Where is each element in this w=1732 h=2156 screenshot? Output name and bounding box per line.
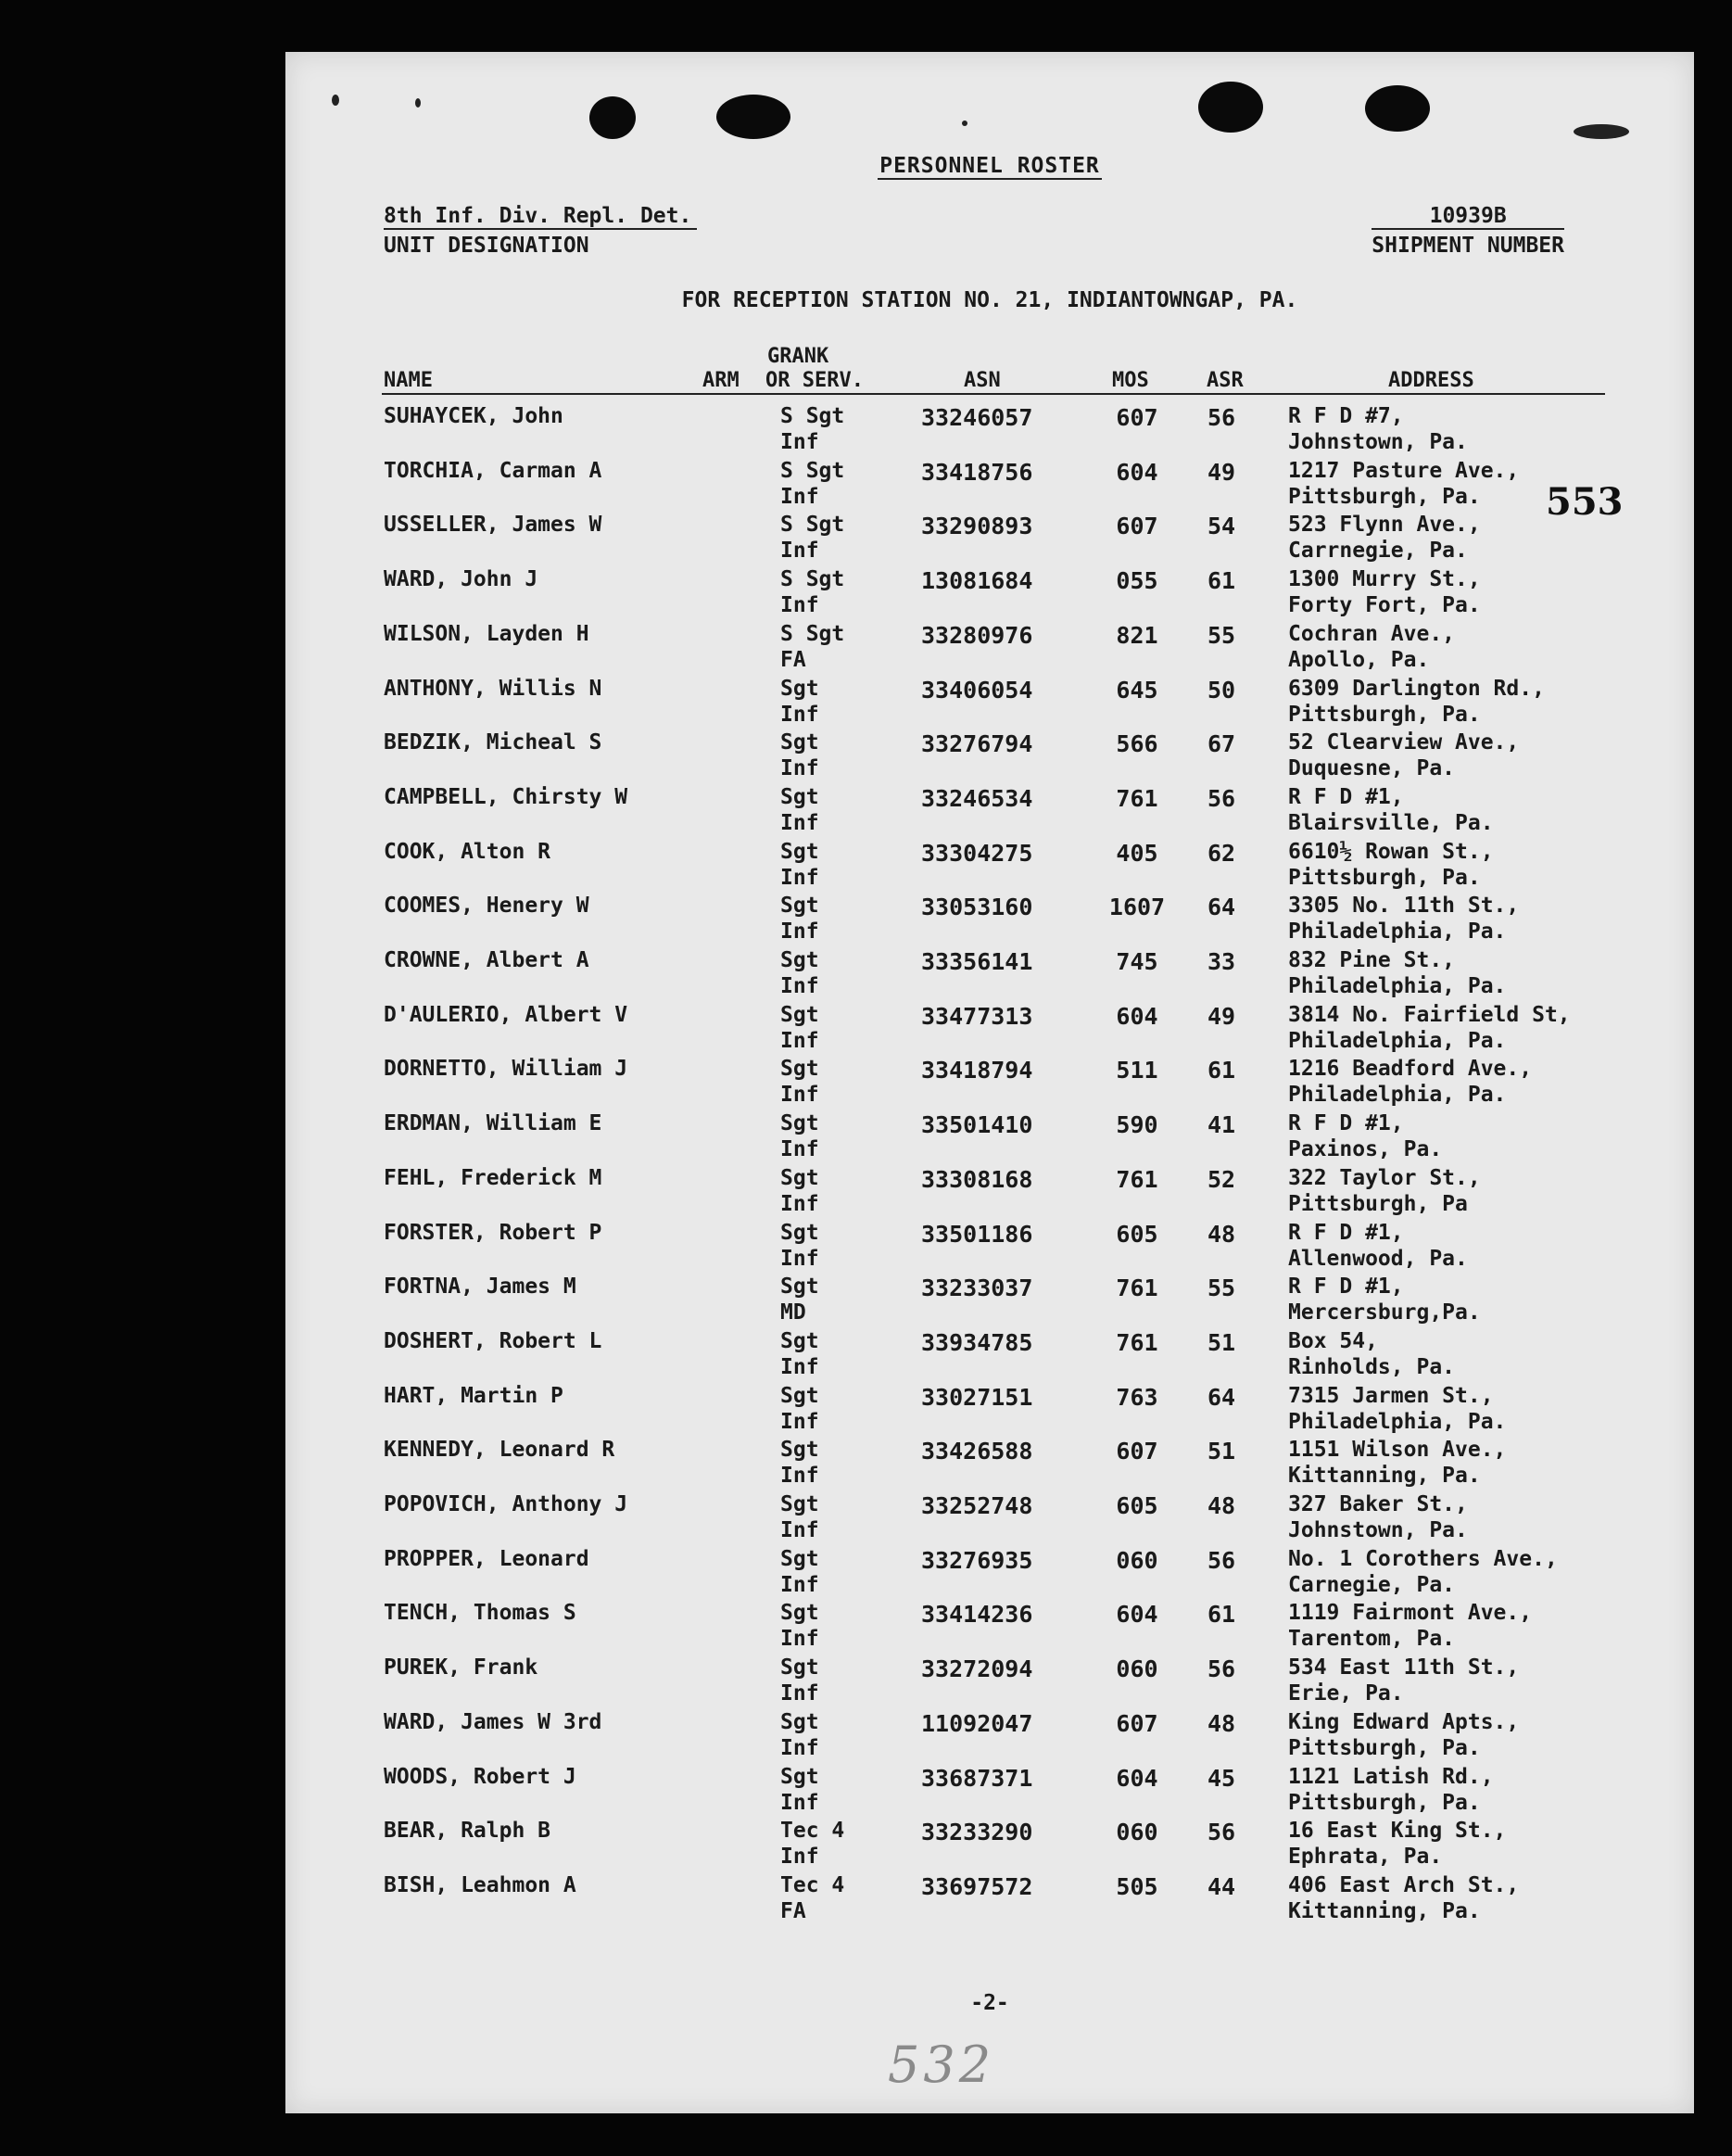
roster-name: POPOVICH, Anthony J: [384, 1492, 628, 1516]
roster-service: Inf: [780, 1191, 819, 1216]
roster-mos: 604: [1116, 1764, 1158, 1792]
reception-line: FOR RECEPTION STATION NO. 21, INDIANTOWNGAP, PA.: [681, 288, 1298, 312]
roster-name: WOODS, Robert J: [384, 1764, 576, 1789]
roster-asr: 48: [1207, 1492, 1236, 1519]
roster-asr: 56: [1207, 404, 1236, 431]
table-row: [285, 677, 1694, 731]
roster-name: CAMPBELL, Chirsty W: [384, 784, 628, 809]
unit-designation-label: UNIT DESIGNATION: [384, 234, 589, 258]
roster-asn: 33501186: [921, 1220, 1033, 1248]
roster-service: Inf: [780, 756, 819, 781]
roster-name: HART, Martin P: [384, 1383, 563, 1408]
roster-address-city: Philadelphia, Pa.: [1288, 1028, 1507, 1053]
roster-rank: Sgt: [780, 1383, 819, 1408]
roster-asr: 48: [1207, 1709, 1236, 1737]
roster-service: Inf: [780, 1790, 819, 1815]
roster-address-street: 406 East Arch St.,: [1288, 1872, 1520, 1897]
roster-mos: 821: [1116, 621, 1158, 649]
table-row: [285, 1655, 1694, 1710]
roster-asr: 54: [1207, 513, 1236, 540]
roster-address-street: 322 Taylor St.,: [1288, 1165, 1481, 1190]
speck: [1574, 124, 1629, 139]
roster-address-city: Mercersburg,Pa.: [1288, 1300, 1481, 1325]
roster-name: DOSHERT, Robert L: [384, 1328, 602, 1353]
roster-asr: 56: [1207, 1546, 1236, 1574]
roster-rank: Sgt: [780, 1057, 819, 1082]
speck: [962, 120, 967, 126]
roster-address-city: Philadelphia, Pa.: [1288, 1083, 1507, 1108]
roster-asn: 13081684: [921, 567, 1033, 595]
roster-address-city: Philadelphia, Pa.: [1288, 974, 1507, 998]
roster-name: SUHAYCEK, John: [384, 404, 563, 428]
roster-mos: 405: [1116, 839, 1158, 867]
table-row: [285, 567, 1694, 622]
roster-address-city: Pittsburgh, Pa.: [1288, 702, 1481, 727]
roster-address-street: King Edward Apts.,: [1288, 1709, 1520, 1734]
table-row: [285, 1547, 1694, 1602]
roster-rank: Tec 4: [780, 1872, 845, 1897]
roster-name: COOMES, Henery W: [384, 894, 589, 919]
roster-asn: 33272094: [921, 1655, 1033, 1683]
shipment-number-value: 10939B: [1372, 204, 1564, 230]
roster-service: MD: [780, 1300, 806, 1325]
roster-name: ANTHONY, Willis N: [384, 676, 602, 701]
roster-mos: 607: [1116, 1709, 1158, 1737]
table-row: [285, 1003, 1694, 1058]
roster-service: Inf: [780, 1572, 819, 1597]
roster-service: Inf: [780, 1246, 819, 1271]
roster-rank: Sgt: [780, 1764, 819, 1789]
roster-address-city: Pittsburgh, Pa: [1288, 1191, 1468, 1216]
roster-rank: Sgt: [780, 1709, 819, 1734]
roster-asn: 33233290: [921, 1819, 1033, 1846]
roster-mos: 604: [1116, 1002, 1158, 1030]
roster-address-street: 7315 Jarmen St.,: [1288, 1383, 1494, 1408]
roster-name: COOK, Alton R: [384, 839, 551, 864]
roster-asn: 33934785: [921, 1328, 1033, 1356]
roster-address-city: Pittsburgh, Pa.: [1288, 865, 1481, 890]
roster-asn: 33406054: [921, 676, 1033, 704]
roster-address-city: Carnegie, Pa.: [1288, 1572, 1456, 1597]
roster-name: BISH, Leahmon A: [384, 1872, 576, 1897]
roster-name: PROPPER, Leonard: [384, 1546, 589, 1571]
roster-mos: 605: [1116, 1220, 1158, 1248]
roster-asn: 33276935: [921, 1546, 1033, 1574]
roster-name: TENCH, Thomas S: [384, 1601, 576, 1626]
roster-service: Inf: [780, 1845, 819, 1870]
roster-rank: S Sgt: [780, 458, 845, 483]
roster-service: Inf: [780, 919, 819, 945]
table-row: [285, 1329, 1694, 1384]
roster-address-street: 3305 No. 11th St.,: [1288, 894, 1520, 919]
roster-address-city: Allenwood, Pa.: [1288, 1246, 1468, 1271]
roster-name: USSELLER, James W: [384, 513, 602, 538]
roster-asn: 33477313: [921, 1002, 1033, 1030]
handwritten-number: 532: [888, 2036, 995, 2094]
roster-mos: 566: [1116, 730, 1158, 758]
table-row: [285, 1492, 1694, 1547]
roster-address-street: 6309 Darlington Rd.,: [1288, 676, 1545, 701]
roster-address-city: Kittanning, Pa.: [1288, 1464, 1481, 1489]
roster-address-street: Box 54,: [1288, 1328, 1378, 1353]
roster-service: Inf: [780, 1735, 819, 1760]
table-row: [285, 1111, 1694, 1166]
roster-asn: 33252748: [921, 1492, 1033, 1519]
roster-rank: Sgt: [780, 1492, 819, 1516]
table-row: [285, 1601, 1694, 1655]
header-name: NAME: [384, 369, 433, 392]
table-row: [285, 1438, 1694, 1492]
roster-address-city: Pittsburgh, Pa.: [1288, 1790, 1481, 1815]
roster-address-city: Erie, Pa.: [1288, 1681, 1404, 1706]
roster-address-street: R F D #7,: [1288, 404, 1404, 428]
roster-asr: 45: [1207, 1764, 1236, 1792]
roster-service: Inf: [780, 1137, 819, 1162]
roster-rank: Sgt: [780, 1165, 819, 1190]
header-grank: GRANK: [767, 345, 829, 368]
roster-asr: 41: [1207, 1111, 1236, 1139]
roster-name: WILSON, Layden H: [384, 621, 589, 646]
roster-name: BEAR, Ralph B: [384, 1819, 551, 1844]
speck: [332, 95, 339, 106]
roster-address-street: R F D #1,: [1288, 1111, 1404, 1136]
roster-mos: 060: [1116, 1546, 1158, 1574]
roster-service: Inf: [780, 1354, 819, 1379]
roster-name: ERDMAN, William E: [384, 1111, 602, 1136]
roster-address-city: Carrnegie, Pa.: [1288, 539, 1468, 564]
header-rule: [382, 393, 1605, 395]
table-row: [285, 1819, 1694, 1873]
roster-mos: 511: [1116, 1057, 1158, 1084]
roster-rank: Sgt: [780, 1002, 819, 1027]
roster-address-street: 1217 Pasture Ave.,: [1288, 458, 1520, 483]
roster-asn: 33418756: [921, 458, 1033, 486]
roster-address-street: 1119 Fairmont Ave.,: [1288, 1601, 1533, 1626]
punch-hole: [589, 96, 636, 139]
roster-service: FA: [780, 1898, 806, 1923]
roster-address-city: Johnstown, Pa.: [1288, 1518, 1468, 1542]
roster-asn: 11092047: [921, 1709, 1033, 1737]
roster-asn: 33246534: [921, 784, 1033, 812]
roster-mos: 763: [1116, 1383, 1158, 1411]
roster-asr: 55: [1207, 1275, 1236, 1302]
table-row: [285, 1710, 1694, 1765]
roster-asr: 56: [1207, 1819, 1236, 1846]
roster-mos: 607: [1116, 513, 1158, 540]
stamp-number: 553: [1546, 480, 1624, 524]
punch-hole: [1198, 82, 1263, 133]
table-row: [285, 840, 1694, 894]
roster-address-street: 3814 No. Fairfield St,: [1288, 1002, 1571, 1027]
roster-rank: S Sgt: [780, 567, 845, 592]
roster-name: PUREK, Frank: [384, 1655, 538, 1680]
roster-page: [285, 52, 1694, 2113]
roster-asr: 64: [1207, 1383, 1236, 1411]
roster-address-street: 523 Flynn Ave.,: [1288, 513, 1481, 538]
roster-mos: 761: [1116, 1275, 1158, 1302]
roster-mos: 060: [1116, 1655, 1158, 1683]
roster-service: Inf: [780, 1627, 819, 1652]
roster-mos: 055: [1116, 567, 1158, 595]
roster-name: FORTNA, James M: [384, 1275, 576, 1300]
roster-service: Inf: [780, 1028, 819, 1053]
roster-mos: 761: [1116, 1328, 1158, 1356]
roster-asr: 33: [1207, 948, 1236, 975]
roster-asr: 56: [1207, 784, 1236, 812]
roster-asr: 51: [1207, 1438, 1236, 1465]
roster-asr: 50: [1207, 676, 1236, 704]
roster-address-street: 6610½ Rowan St.,: [1288, 839, 1494, 864]
table-row: [285, 785, 1694, 840]
roster-address-city: Kittanning, Pa.: [1288, 1898, 1481, 1923]
shipment-number-label: SHIPMENT NUMBER: [1372, 234, 1564, 258]
table-row: [285, 1873, 1694, 1928]
roster-address-street: 52 Clearview Ave.,: [1288, 730, 1520, 755]
roster-address-city: Tarentom, Pa.: [1288, 1627, 1456, 1652]
roster-asr: 48: [1207, 1220, 1236, 1248]
roster-address-city: Johnstown, Pa.: [1288, 430, 1468, 454]
roster-asr: 61: [1207, 1601, 1236, 1629]
roster-service: Inf: [780, 974, 819, 998]
roster-address-street: R F D #1,: [1288, 784, 1404, 809]
roster-address-street: 16 East King St.,: [1288, 1819, 1507, 1844]
roster-rank: S Sgt: [780, 513, 845, 538]
table-row: [285, 730, 1694, 785]
roster-asn: 33308168: [921, 1165, 1033, 1193]
roster-mos: 604: [1116, 1601, 1158, 1629]
roster-asr: 62: [1207, 839, 1236, 867]
roster-rank: Sgt: [780, 948, 819, 972]
roster-service: Inf: [780, 1518, 819, 1542]
roster-asr: 49: [1207, 1002, 1236, 1030]
roster-service: Inf: [780, 593, 819, 618]
roster-address-street: 1121 Latish Rd.,: [1288, 1764, 1494, 1789]
roster-name: D'AULERIO, Albert V: [384, 1002, 628, 1027]
roster-address-city: Blairsville, Pa.: [1288, 810, 1494, 835]
roster-address-street: No. 1 Corothers Ave.,: [1288, 1546, 1558, 1571]
table-row: [285, 404, 1694, 459]
table-row: [285, 1221, 1694, 1275]
roster-name: WARD, James W 3rd: [384, 1709, 602, 1734]
roster-address-city: Duquesne, Pa.: [1288, 756, 1456, 781]
roster-address-city: Philadelphia, Pa.: [1288, 1409, 1507, 1434]
roster-mos: 060: [1116, 1819, 1158, 1846]
table-row: [285, 459, 1694, 514]
roster-rank: S Sgt: [780, 621, 845, 646]
roster-asn: 33418794: [921, 1057, 1033, 1084]
roster-name: CROWNE, Albert A: [384, 948, 589, 972]
table-row: [285, 894, 1694, 948]
roster-name: WARD, John J: [384, 567, 538, 592]
header-asn: ASN: [964, 369, 1001, 392]
roster-name: TORCHIA, Carman A: [384, 458, 602, 483]
roster-service: Inf: [780, 1083, 819, 1108]
roster-asr: 52: [1207, 1165, 1236, 1193]
header-mos: MOS: [1112, 369, 1149, 392]
unit-designation: [384, 204, 697, 258]
roster-asn: 33280976: [921, 621, 1033, 649]
page-title: PERSONNEL ROSTER: [879, 154, 1100, 178]
roster-address-city: Pittsburgh, Pa.: [1288, 484, 1481, 509]
roster-name: FORSTER, Robert P: [384, 1220, 602, 1245]
table-row: [285, 1166, 1694, 1221]
roster-mos: 505: [1116, 1872, 1158, 1900]
table-row: [285, 513, 1694, 567]
roster-asr: 56: [1207, 1655, 1236, 1683]
roster-asn: 33697572: [921, 1872, 1033, 1900]
roster-name: BEDZIK, Micheal S: [384, 730, 602, 755]
roster-rank: Sgt: [780, 1438, 819, 1463]
roster-rank: Sgt: [780, 1275, 819, 1300]
roster-asr: 51: [1207, 1328, 1236, 1356]
roster-asn: 33053160: [921, 894, 1033, 921]
roster-address-street: 1216 Beadford Ave.,: [1288, 1057, 1533, 1082]
roster-rank: Sgt: [780, 1655, 819, 1680]
roster-address-street: 832 Pine St.,: [1288, 948, 1456, 972]
roster-rank: S Sgt: [780, 404, 845, 428]
page-number: -2-: [970, 1991, 1009, 2015]
header-or-serv: OR SERV.: [765, 369, 864, 392]
roster-address-street: R F D #1,: [1288, 1220, 1404, 1245]
roster-asr: 64: [1207, 894, 1236, 921]
roster-rank: Sgt: [780, 894, 819, 919]
shipment-number: [1372, 204, 1564, 258]
roster-service: Inf: [780, 484, 819, 509]
roster-asr: 49: [1207, 458, 1236, 486]
roster-service: Inf: [780, 1681, 819, 1706]
roster-address-street: 1151 Wilson Ave.,: [1288, 1438, 1507, 1463]
roster-rank: Sgt: [780, 676, 819, 701]
roster-asn: 33356141: [921, 948, 1033, 975]
roster-asn: 33426588: [921, 1438, 1033, 1465]
roster-rank: Sgt: [780, 784, 819, 809]
header-asr: ASR: [1207, 369, 1244, 392]
roster-rank: Tec 4: [780, 1819, 845, 1844]
roster-address-street: R F D #1,: [1288, 1275, 1404, 1300]
roster-asn: 33414236: [921, 1601, 1033, 1629]
table-row: [285, 1384, 1694, 1439]
roster-address-city: Philadelphia, Pa.: [1288, 919, 1507, 945]
roster-rank: Sgt: [780, 1111, 819, 1136]
table-row: [285, 948, 1694, 1003]
roster-mos: 604: [1116, 458, 1158, 486]
roster-service: Inf: [780, 865, 819, 890]
roster-asr: 44: [1207, 1872, 1236, 1900]
roster-address-street: 1300 Murry St.,: [1288, 567, 1481, 592]
header-arm: ARM: [702, 369, 740, 392]
punch-hole: [716, 95, 790, 139]
roster-service: Inf: [780, 702, 819, 727]
roster-asn: 33246057: [921, 404, 1033, 431]
roster-service: Inf: [780, 810, 819, 835]
roster-mos: 761: [1116, 1165, 1158, 1193]
table-row: [285, 1765, 1694, 1820]
roster-rank: Sgt: [780, 1601, 819, 1626]
roster-address-city: Ephrata, Pa.: [1288, 1845, 1443, 1870]
roster-asn: 33290893: [921, 513, 1033, 540]
roster-mos: 605: [1116, 1492, 1158, 1519]
roster-asr: 55: [1207, 621, 1236, 649]
roster-mos: 607: [1116, 404, 1158, 431]
table-row: [285, 1057, 1694, 1111]
roster-mos: 761: [1116, 784, 1158, 812]
header-address: ADDRESS: [1388, 369, 1474, 392]
roster-address-city: Forty Fort, Pa.: [1288, 593, 1481, 618]
roster-mos: 1607: [1108, 894, 1166, 921]
punch-hole: [1365, 85, 1430, 132]
speck: [415, 98, 421, 108]
roster-service: FA: [780, 647, 806, 672]
roster-address-city: Paxinos, Pa.: [1288, 1137, 1443, 1162]
roster-name: KENNEDY, Leonard R: [384, 1438, 615, 1463]
roster-asn: 33304275: [921, 839, 1033, 867]
roster-asn: 33276794: [921, 730, 1033, 758]
roster-mos: 590: [1116, 1111, 1158, 1139]
roster-mos: 645: [1116, 676, 1158, 704]
roster-rank: Sgt: [780, 1328, 819, 1353]
table-row: [285, 622, 1694, 677]
unit-designation-value: 8th Inf. Div. Repl. Det.: [384, 204, 697, 230]
roster-asn: 33233037: [921, 1275, 1033, 1302]
roster-address-street: 327 Baker St.,: [1288, 1492, 1468, 1516]
roster-asn: 33501410: [921, 1111, 1033, 1139]
roster-address-city: Pittsburgh, Pa.: [1288, 1735, 1481, 1760]
roster-rank: Sgt: [780, 730, 819, 755]
roster-asr: 67: [1207, 730, 1236, 758]
table-row: [285, 1275, 1694, 1329]
roster-service: Inf: [780, 539, 819, 564]
roster-rank: Sgt: [780, 1546, 819, 1571]
roster-asn: 33027151: [921, 1383, 1033, 1411]
roster-address-street: 534 East 11th St.,: [1288, 1655, 1520, 1680]
roster-address-city: Apollo, Pa.: [1288, 647, 1430, 672]
roster-service: Inf: [780, 1464, 819, 1489]
roster-asr: 61: [1207, 567, 1236, 595]
roster-service: Inf: [780, 430, 819, 454]
roster-asr: 61: [1207, 1057, 1236, 1084]
roster-mos: 607: [1116, 1438, 1158, 1465]
roster-service: Inf: [780, 1409, 819, 1434]
roster-name: FEHL, Frederick M: [384, 1165, 602, 1190]
roster-asn: 33687371: [921, 1764, 1033, 1792]
roster-address-street: Cochran Ave.,: [1288, 621, 1456, 646]
roster-name: DORNETTO, William J: [384, 1057, 628, 1082]
roster-rank: Sgt: [780, 839, 819, 864]
roster-address-city: Rinholds, Pa.: [1288, 1354, 1456, 1379]
roster-rank: Sgt: [780, 1220, 819, 1245]
roster-mos: 745: [1116, 948, 1158, 975]
